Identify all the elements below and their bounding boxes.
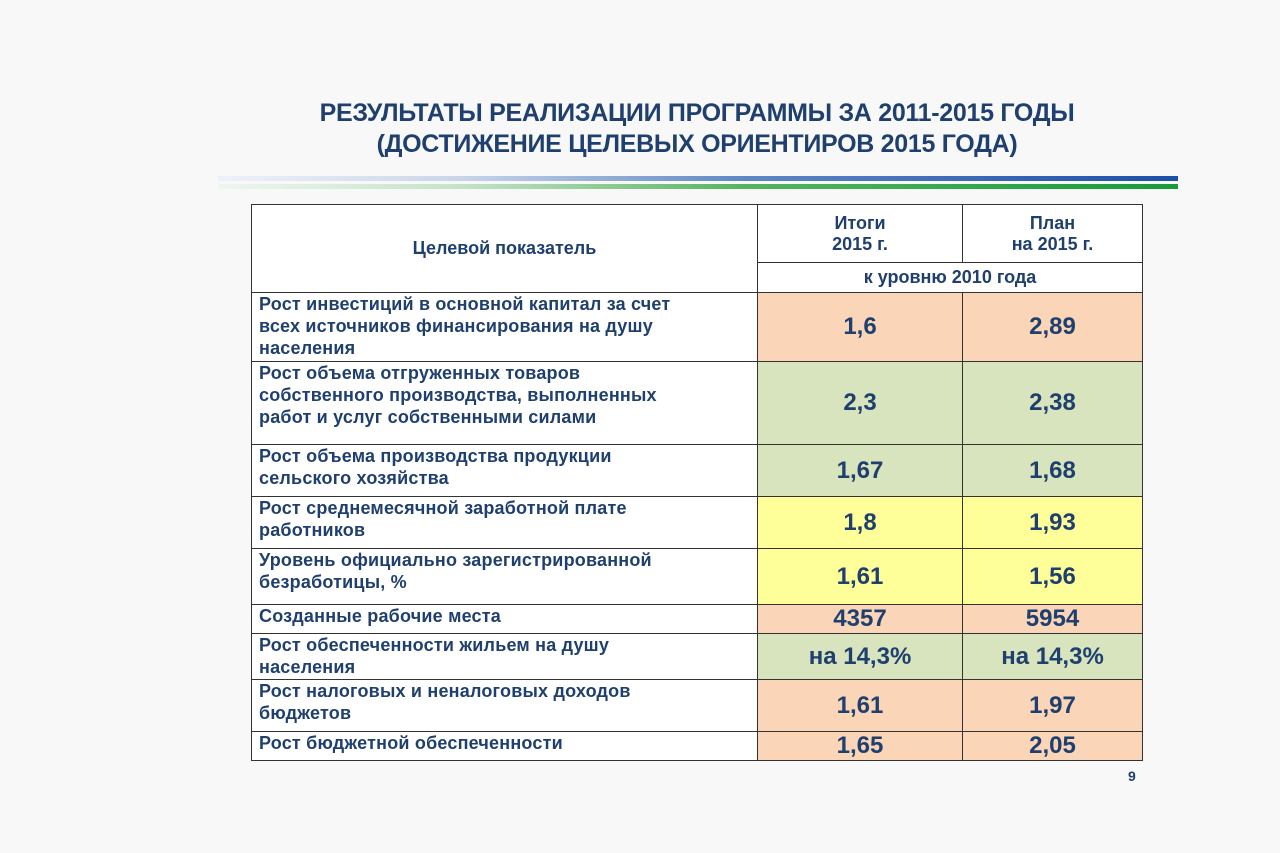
plan-2015-cell: 1,97 [963,680,1143,732]
table-header-row [252,205,1143,263]
plan-2015-cell: 2,38 [963,362,1143,445]
indicator-cell [252,293,758,362]
table-row [252,362,1143,445]
indicator-line: Уровень официально зарегистрированной [259,550,652,570]
result-2015-cell: 1,61 [758,549,963,605]
header-results-line-1: Итоги [834,212,886,233]
table-row [252,732,1143,761]
indicator-line: работников [259,520,366,540]
indicator-line: Созданные рабочие места [259,606,501,626]
indicator-line: безработицы, % [259,572,407,592]
slide-title-line-2: (ДОСТИЖЕНИЕ ЦЕЛЕВЫХ ОРИЕНТИРОВ 2015 ГОДА) [376,130,1018,158]
indicator-cell [252,445,758,497]
plan-2015-cell: 5954 [963,605,1143,634]
plan-2015-cell: на 14,3% [963,634,1143,680]
indicator-line: бюджетов [259,703,352,723]
header-plan-line-1: План [1029,212,1076,233]
result-2015-cell: 2,3 [758,362,963,445]
table-body [252,293,1143,761]
indicator-line: Рост обеспеченности жильем на душу [259,635,610,655]
table-row [252,293,1143,362]
indicator-line: Рост объема производства продукции [259,446,612,466]
indicator-line: сельского хозяйства [259,468,449,488]
indicator-cell [252,634,758,680]
indicator-cell [252,732,758,761]
plan-2015-cell: 1,93 [963,497,1143,549]
plan-2015-cell: 2,89 [963,293,1143,362]
indicator-line: Рост среднемесячной заработной плате [259,498,627,518]
indicator-cell [252,680,758,732]
result-2015-cell: 1,8 [758,497,963,549]
title-divider-blue [218,176,1178,181]
header-plan-line-2: на 2015 г. [1011,233,1094,254]
indicator-line: работ и услуг собственными силами [259,407,597,427]
title-divider-green [218,184,1178,189]
table-row [252,549,1143,605]
page-number: 9 [1128,768,1136,784]
header-results-line-2: 2015 г. [832,233,888,254]
indicator-line: Рост налоговых и неналоговых доходов [259,681,631,701]
result-2015-cell: 1,6 [758,293,963,362]
indicator-cell [252,362,758,445]
indicator-line: Рост объема отгруженных товаров [259,363,581,383]
plan-2015-cell: 2,05 [963,732,1143,761]
table-row [252,605,1143,634]
indicator-line: всех источников финансирования на душу [259,316,653,336]
indicator-line: Рост бюджетной обеспеченности [259,733,563,753]
indicator-line: населения [259,338,356,358]
table-row [252,497,1143,549]
result-2015-cell: 1,65 [758,732,963,761]
target-indicators-table [251,204,1143,761]
result-2015-cell: 1,61 [758,680,963,732]
header-results [758,205,963,263]
table-row [252,680,1143,732]
table-row [252,445,1143,497]
indicator-line: собственного производства, выполненных [259,385,657,405]
indicator-cell [252,605,758,634]
table-row [252,634,1143,680]
indicator-cell [252,549,758,605]
indicator-cell [252,497,758,549]
header-plan [963,205,1143,263]
result-2015-cell: 4357 [758,605,963,634]
slide-title [200,98,1194,160]
plan-2015-cell: 1,56 [963,549,1143,605]
indicator-line: Рост инвестиций в основной капитал за счет [259,294,671,314]
header-indicator: Целевой показатель [252,205,758,293]
plan-2015-cell: 1,68 [963,445,1143,497]
slide-title-line-1: РЕЗУЛЬТАТЫ РЕАЛИЗАЦИИ ПРОГРАММЫ ЗА 2011-2015 ГОДЫ [319,99,1075,127]
result-2015-cell: 1,67 [758,445,963,497]
result-2015-cell: на 14,3% [758,634,963,680]
header-baseline: к уровню 2010 года [758,263,1143,293]
indicator-line: населения [259,657,356,677]
